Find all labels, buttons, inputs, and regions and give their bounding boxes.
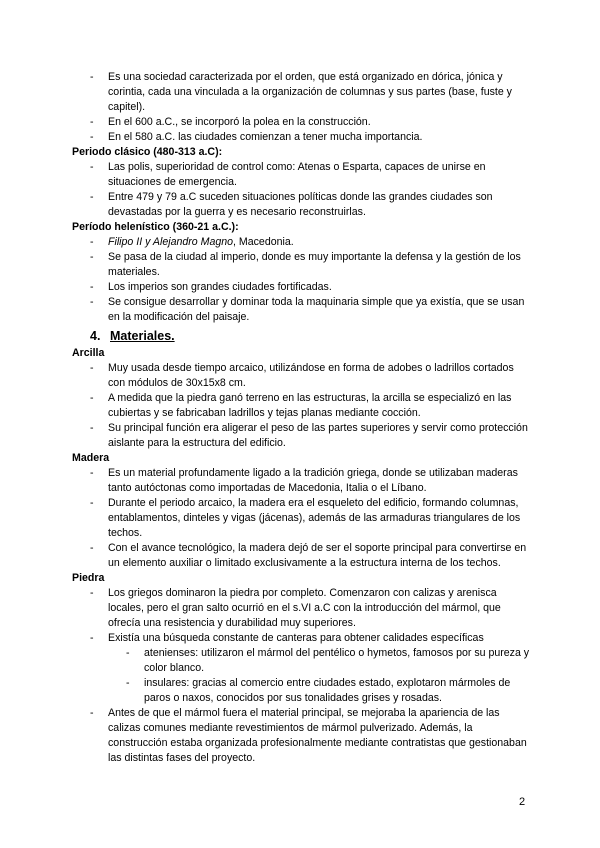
bullet-item bbox=[72, 115, 532, 130]
bullet-item bbox=[72, 160, 532, 190]
bullet-dash: - bbox=[90, 707, 94, 719]
bullet-item bbox=[72, 235, 532, 250]
bullet-dash: - bbox=[90, 587, 94, 599]
bullet-text: Su principal función era aligerar el peso de las partes superiores y servir como protección aislante para la estructura del edificio. bbox=[108, 422, 528, 449]
bullet-item bbox=[72, 250, 532, 280]
section-title: Materiales. bbox=[110, 329, 175, 343]
bullet-dash: - bbox=[90, 467, 94, 479]
bullet-text: En el 600 a.C., se incorporó la polea en la construcción. bbox=[108, 116, 371, 128]
bullet-dash: - bbox=[90, 116, 94, 128]
sub-bullet-item bbox=[72, 646, 532, 676]
section-number: 4. bbox=[90, 329, 101, 343]
subheading: Periodo clásico (480-313 a.C): bbox=[72, 146, 223, 158]
bullet-text: A medida que la piedra ganó terreno en las estructuras, la arcilla se especializó en las cubiertas y se fabricaban ladrillos y tejas planas mediante cocción. bbox=[108, 392, 512, 419]
bullet-item bbox=[72, 70, 532, 115]
bullet-item bbox=[72, 421, 532, 451]
bullet-text: , Macedonia. bbox=[233, 236, 294, 248]
bullet-dash: - bbox=[90, 191, 94, 203]
subheading: Período helenístico (360-21 a.C.): bbox=[72, 221, 239, 233]
bullet-dash: - bbox=[90, 71, 94, 83]
bullet-item bbox=[72, 541, 532, 571]
bullet-text: Los griegos dominaron la piedra por completo. Comenzaron con calizas y arenisca locales, pero el gran salto ocurrió en el s.VI a.C con la introducción del mármol, que ofrecía una resistencia y durabilidad muy superiores. bbox=[108, 587, 501, 629]
sub-bullet-item bbox=[72, 676, 532, 706]
subheading: Madera bbox=[72, 452, 110, 464]
bullet-item bbox=[72, 190, 532, 220]
bullet-text: Muy usada desde tiempo arcaico, utilizándose en forma de adobes o ladrillos cortados con módulos de 30x15x8 cm. bbox=[108, 362, 514, 389]
bullet-dash: - bbox=[90, 281, 94, 293]
bullet-dash: - bbox=[90, 362, 94, 374]
bullet-dash: - bbox=[90, 131, 94, 143]
bullet-item bbox=[72, 361, 532, 391]
bullet-dash: - bbox=[90, 251, 94, 263]
bullet-text: Antes de que el mármol fuera el material principal, se mejoraba la apariencia de las calizas comunes mediante revestimientos de mármol pulverizado. Además, la construcción estaba organizada profesionalmente mediante contratistas que gestionaban las distintas fases del proyecto. bbox=[108, 707, 527, 764]
bullet-item bbox=[72, 391, 532, 421]
bullet-dash: - bbox=[126, 647, 130, 659]
bullet-text: Entre 479 y 79 a.C suceden situaciones políticas donde las grandes ciudades son devastadas por la guerra y es necesario reconstruirlas. bbox=[108, 191, 493, 218]
bullet-text: Las polis, superioridad de control como: Atenas o Esparta, capaces de unirse en situaciones de emergencia. bbox=[108, 161, 486, 188]
bullet-dash: - bbox=[126, 677, 130, 689]
bullet-item bbox=[72, 586, 532, 631]
bullet-item bbox=[72, 280, 532, 295]
bullet-dash: - bbox=[90, 422, 94, 434]
bullet-text: insulares: gracias al comercio entre ciudades estado, explotaron mármoles de paros o naxos, conocidos por sus tonalidades grises y rosadas. bbox=[144, 677, 511, 704]
bullet-dash: - bbox=[90, 296, 94, 308]
bullet-dash: - bbox=[90, 161, 94, 173]
bullet-dash: - bbox=[90, 497, 94, 509]
bullet-dash: - bbox=[90, 392, 94, 404]
bullet-item bbox=[72, 631, 532, 646]
bullet-text: En el 580 a.C. las ciudades comienzan a tener mucha importancia. bbox=[108, 131, 423, 143]
bullet-item bbox=[72, 130, 532, 145]
bullet-dash: - bbox=[90, 236, 94, 248]
subheading: Arcilla bbox=[72, 347, 105, 359]
page-number: 2 bbox=[519, 796, 526, 808]
italic-text: Filipo II y Alejandro Magno bbox=[108, 236, 234, 248]
page-content bbox=[72, 70, 532, 766]
bullet-text: Los imperios son grandes ciudades fortificadas. bbox=[108, 281, 332, 293]
bullet-text: Existía una búsqueda constante de canteras para obtener calidades específicas bbox=[108, 632, 484, 644]
bullet-item bbox=[72, 466, 532, 496]
bullet-text: Se pasa de la ciudad al imperio, donde es muy importante la defensa y la gestión de los materiales. bbox=[108, 251, 521, 278]
bullet-dash: - bbox=[90, 632, 94, 644]
bullet-item bbox=[72, 706, 532, 766]
subheading: Piedra bbox=[72, 572, 105, 584]
bullet-dash: - bbox=[90, 542, 94, 554]
bullet-text: Es una sociedad caracterizada por el orden, que está organizado en dórica, jónica y corintia, cada una vinculada a la organización de columnas y sus partes (base, fuste y capitel). bbox=[108, 71, 512, 113]
bullet-text: Es un material profundamente ligado a la tradición griega, donde se utilizaban maderas tanto autóctonas como importadas de Macedonia, Italia o el Líbano. bbox=[108, 467, 518, 494]
bullet-text: Durante el periodo arcaico, la madera era el esqueleto del edificio, formando columnas, entablamentos, dinteles y vigas (jácenas), además de las armaduras triangulares de los techos. bbox=[108, 497, 521, 539]
bullet-text: atenienses: utilizaron el mármol del pentélico o hymetos, famosos por su pureza y color blanco. bbox=[144, 647, 530, 674]
bullet-text: Se consigue desarrollar y dominar toda la maquinaria simple que ya existía, que se usan en la modificación del paisaje. bbox=[108, 296, 525, 323]
bullet-item bbox=[72, 295, 532, 325]
bullet-text: Con el avance tecnológico, la madera dejó de ser el soporte principal para convertirse en un elemento auxiliar o limitado exclusivamente a la estructura interna de los techos. bbox=[108, 542, 527, 569]
bullet-item bbox=[72, 496, 532, 541]
section-heading bbox=[72, 327, 532, 346]
